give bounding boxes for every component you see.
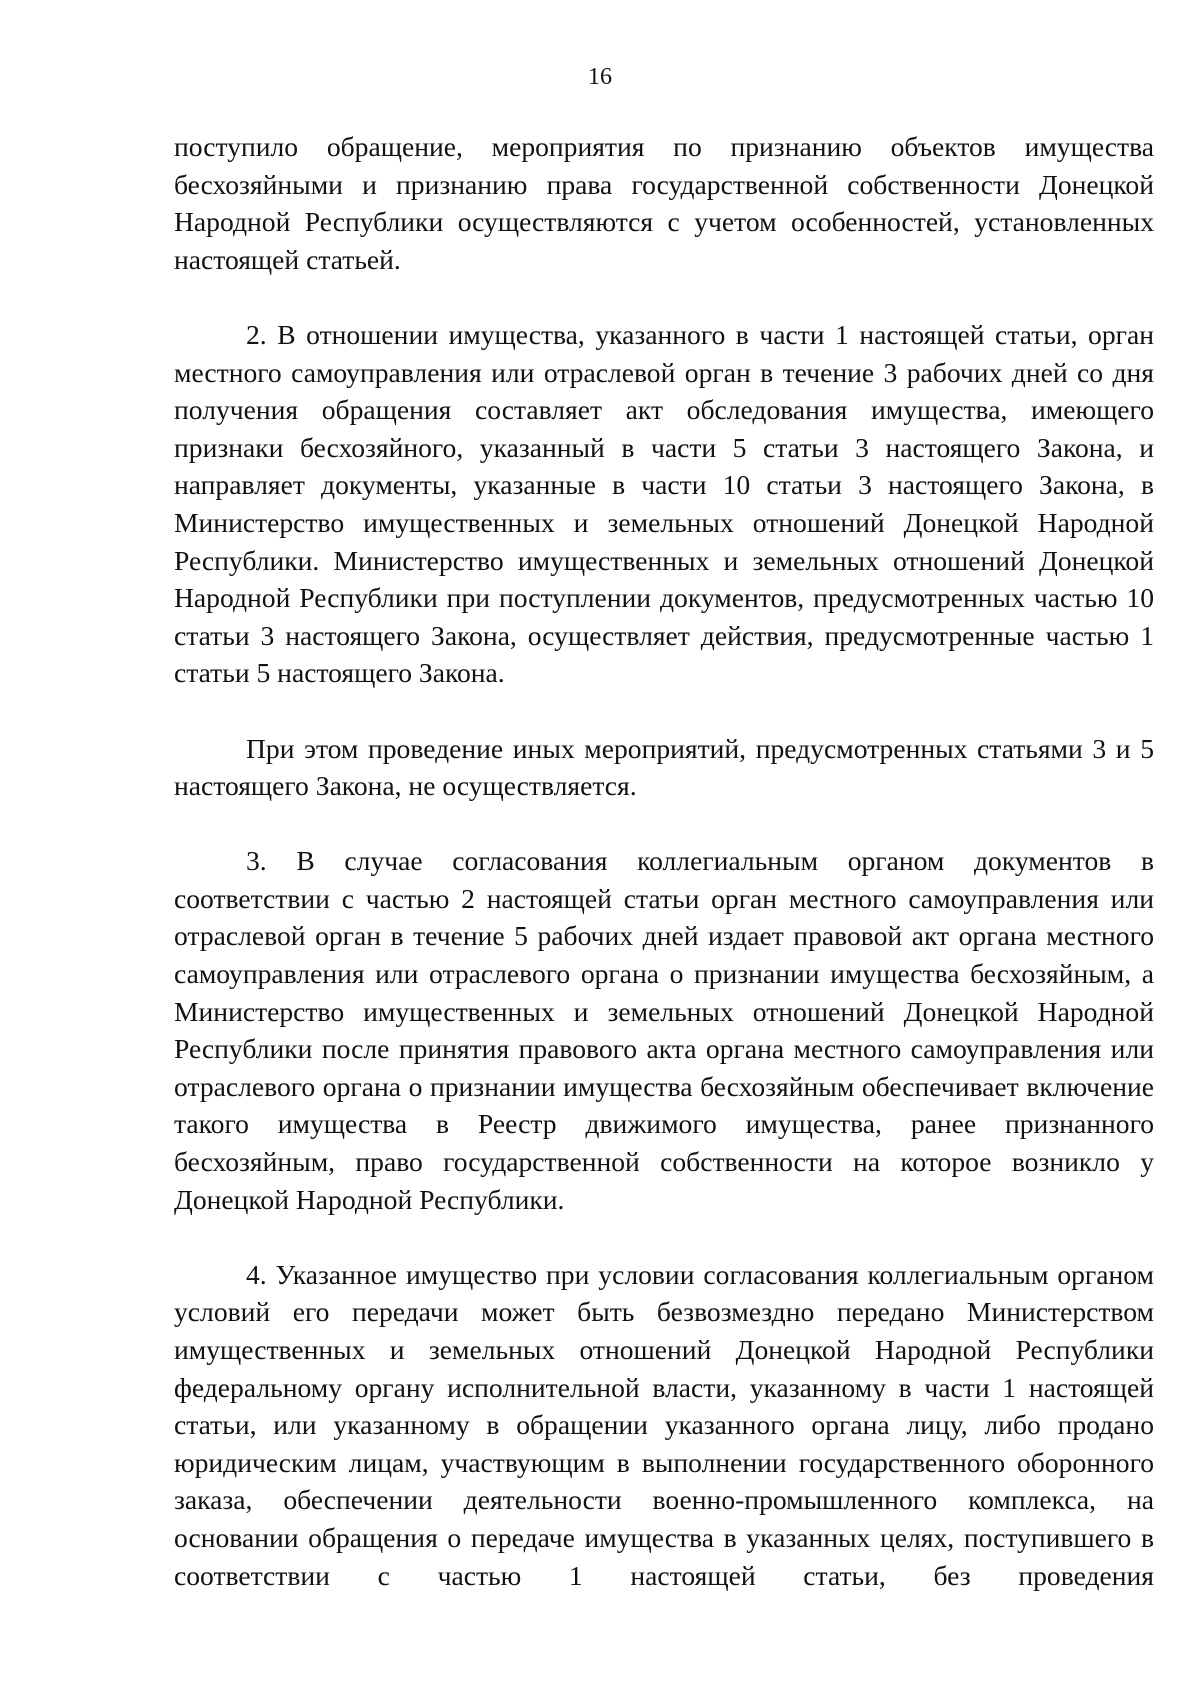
paragraph-note: При этом проведение иных мероприятий, предусмотренных статьями 3 и 5 настоящего Закона, не осуществляется. xyxy=(174,732,1154,802)
page-number: 16 xyxy=(588,64,612,90)
paragraph-part-2: 2. В отношении имущества, указанного в части 1 настоящей статьи, орган местного самоуправления или отраслевой орган в течение 3 рабочих дней со дня получения обращения составляет акт обследования имущества, имеющего признаки бесхозяйного, указанный в части 5 статьи 3 настоящего Закона, и направляет документы, указанные в части 10 статьи 3 настоящего Закона, в Министерство имущественных и земельных отношений Донецкой Народной Республики. Министерство имущественных и земельных отношений Донецкой Народной Республики при поступлении документов, предусмотренных частью 10 статьи 3 настоящего Закона, осуществляет действия, предусмотренные частью 1 статьи 5 настоящего Закона. xyxy=(174,318,1154,689)
document-body xyxy=(174,128,1154,1594)
paragraph-part-3: 3. В случае согласования коллегиальным органом документов в соответствии с частью 2 настоящей статьи орган местного самоуправления или отраслевой орган в течение 5 рабочих дней издает правовой акт органа местного самоуправления или отраслевого органа о признании имущества бесхозяйным, а Министерство имущественных и земельных отношений Донецкой Народной Республики после принятия правового акта органа местного самоуправления или отраслевого органа о признании имущества бесхозяйным обеспечивает включение такого имущества в Реестр движимого имущества, ранее признанного бесхозяйным, право государственной собственности на которое возникло у Донецкой Народной Республики. xyxy=(174,845,1154,1215)
paragraph-continuation: поступило обращение, мероприятия по признанию объектов имущества бесхозяйными и признанию права государственной собственности Донецкой Народной Республики осуществляются с учетом особенностей, установленных настоящей статьей. xyxy=(174,131,1154,275)
paragraph-part-4: 4. Указанное имущество при условии согласования коллегиальным органом условий его передачи может быть безвозмездно передано Министерством имущественных и земельных отношений Донецкой Народной Республики федеральному органу исполнительной власти, указанному в части 1 настоящей статьи, или указанному в обращении указанного органа лицу, либо продано юридическим лицам, участвующим в выполнении государственного оборонного заказа, обеспечении деятельности военно-промышленного комплекса, на основании обращения о передаче имущества в указанных целях, поступившего в соответствии с частью 1 настоящей статьи, без проведения xyxy=(174,1258,1154,1591)
